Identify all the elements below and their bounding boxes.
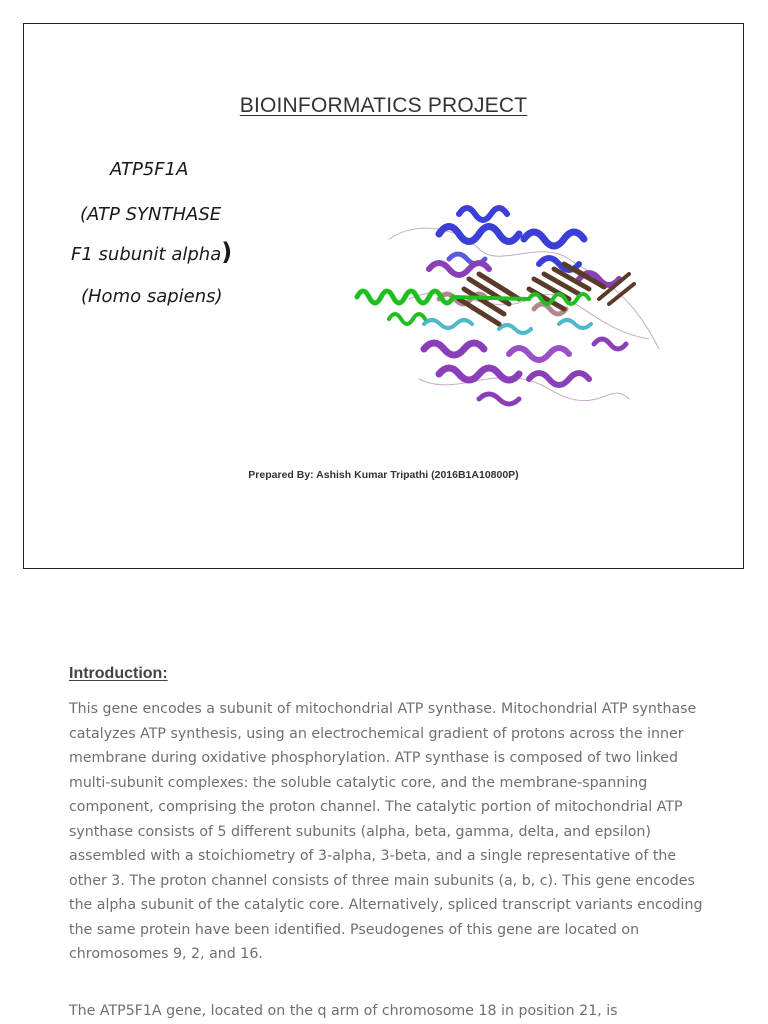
protein-name-line1: (ATP SYNTHASE <box>80 204 222 225</box>
protein-structure-image <box>329 179 669 429</box>
protein-name-line2 <box>71 238 232 266</box>
introduction-paragraph: This gene encodes a subunit of mitochondrial ATP synthase. Mitochondrial ATP synthase catalyzes ATP synthesis, using an electrochemical gradient of protons across the inner membrane during oxidative phosphorylation. ATP synthase is composed of two linked multi-subunit complexes: the soluble catalytic core, and the membrane-spanning component, comprising the proton channel. The catalytic portion of mitochondrial ATP synthase consists of 5 different subunits (alpha, beta, gamma, delta, and epsilon) assembled with a stoichiometry of 3-alpha, 3-beta, and a single representative of the other 3. The proton channel consists of three main subunits (a, b, c). This gene encodes the alpha subunit of the catalytic core. Alternatively, spliced transcript variants encoding the same protein have been identified. Pseudogenes of this gene are located on chromosomes 9, 2, and 16. <box>69 701 703 962</box>
prepared-by: Prepared By: Ashish Kumar Tripathi (2016B1A10800P) <box>248 469 519 481</box>
gene-symbol: ATP5F1A <box>110 159 189 180</box>
title-page-frame <box>23 23 744 569</box>
organism-name: (Homo sapiens) <box>81 286 223 307</box>
project-title: BIOINFORMATICS PROJECT <box>239 94 528 117</box>
introduction-heading: Introduction: <box>69 665 168 682</box>
protein-name-close: ) <box>221 238 233 266</box>
protein-name-text: F1 subunit alpha <box>71 244 222 265</box>
introduction-paragraph-2: The ATP5F1A gene, located on the q arm of chromosome 18 in position 21, is <box>69 1003 618 1019</box>
